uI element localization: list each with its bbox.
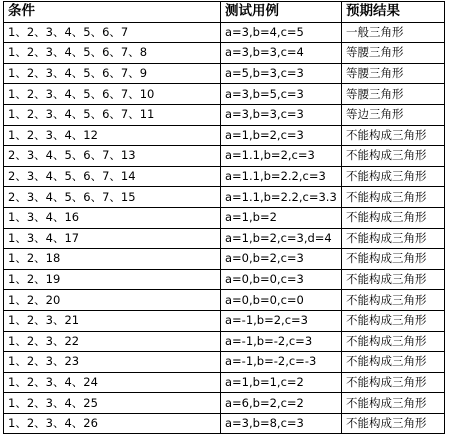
condition-cell: 1、2、3、4、24 (4, 372, 221, 393)
header-test-case: 测试用例 (221, 2, 342, 23)
table-row (4, 187, 445, 208)
test-case-cell: a=5,b=3,c=3 (221, 63, 342, 84)
condition-cell: 1、2、3、4、5、6、7、8 (4, 43, 221, 64)
test-case-cell: a=1,b=2,c=3 (221, 125, 342, 146)
condition-cell: 1、2、3、4、25 (4, 393, 221, 414)
table-row (4, 352, 445, 373)
expected-result-cell: 不能构成三角形 (342, 125, 445, 146)
expected-result-cell: 不能构成三角形 (342, 146, 445, 167)
table-body (4, 22, 445, 434)
expected-result-cell: 不能构成三角形 (342, 393, 445, 414)
test-case-cell: a=3,b=5,c=3 (221, 84, 342, 105)
table-row (4, 310, 445, 331)
condition-cell: 1、2、19 (4, 269, 221, 290)
condition-cell: 1、2、3、4、5、6、7 (4, 22, 221, 43)
expected-result-cell: 不能构成三角形 (342, 207, 445, 228)
expected-result-cell: 等腰三角形 (342, 63, 445, 84)
table-row (4, 166, 445, 187)
test-case-cell: a=1,b=1,c=2 (221, 372, 342, 393)
table-row (4, 228, 445, 249)
test-case-cell: a=0,b=2,c=3 (221, 249, 342, 270)
condition-cell: 1、3、4、17 (4, 228, 221, 249)
condition-cell: 1、2、3、4、12 (4, 125, 221, 146)
table-row (4, 146, 445, 167)
test-case-cell: a=0,b=0,c=0 (221, 290, 342, 311)
table-row (4, 372, 445, 393)
expected-result-cell: 等腰三角形 (342, 43, 445, 64)
expected-result-cell: 等腰三角形 (342, 84, 445, 105)
table-row (4, 269, 445, 290)
expected-result-cell: 不能构成三角形 (342, 372, 445, 393)
test-case-cell: a=1,b=2,c=3,d=4 (221, 228, 342, 249)
table-row (4, 22, 445, 43)
condition-cell: 1、2、18 (4, 249, 221, 270)
test-case-cell: a=-1,b=2,c=3 (221, 310, 342, 331)
expected-result-cell: 不能构成三角形 (342, 310, 445, 331)
expected-result-cell: 不能构成三角形 (342, 187, 445, 208)
test-case-cell: a=-1,b=-2,c=-3 (221, 352, 342, 373)
test-case-cell: a=6,b=2,c=2 (221, 393, 342, 414)
expected-result-cell: 不能构成三角形 (342, 352, 445, 373)
test-case-cell: a=3,b=3,c=3 (221, 104, 342, 125)
condition-cell: 1、2、3、21 (4, 310, 221, 331)
table-row (4, 104, 445, 125)
table-row (4, 207, 445, 228)
condition-cell: 2、3、4、5、6、7、15 (4, 187, 221, 208)
table-row (4, 43, 445, 64)
condition-cell: 1、3、4、16 (4, 207, 221, 228)
header-expected-result: 预期结果 (342, 2, 445, 23)
test-case-cell: a=0,b=0,c=3 (221, 269, 342, 290)
condition-cell: 1、2、3、23 (4, 352, 221, 373)
test-case-cell: a=1,b=2 (221, 207, 342, 228)
condition-cell: 1、2、3、4、5、6、7、9 (4, 63, 221, 84)
test-case-cell: a=1.1,b=2,c=3 (221, 146, 342, 167)
expected-result-cell: 等边三角形 (342, 104, 445, 125)
table-row (4, 331, 445, 352)
condition-cell: 1、2、3、4、5、6、7、11 (4, 104, 221, 125)
expected-result-cell: 不能构成三角形 (342, 331, 445, 352)
header-row (4, 2, 445, 23)
condition-cell: 2、3、4、5、6、7、13 (4, 146, 221, 167)
expected-result-cell: 不能构成三角形 (342, 249, 445, 270)
expected-result-cell: 不能构成三角形 (342, 290, 445, 311)
table-row (4, 84, 445, 105)
test-case-cell: a=1.1,b=2.2,c=3.3 (221, 187, 342, 208)
table-row (4, 393, 445, 414)
test-case-cell: a=3,b=3,c=4 (221, 43, 342, 64)
condition-cell: 1、2、3、4、26 (4, 413, 221, 434)
table-row (4, 290, 445, 311)
table-row (4, 249, 445, 270)
test-case-cell: a=-1,b=-2,c=3 (221, 331, 342, 352)
condition-cell: 1、2、3、4、5、6、7、10 (4, 84, 221, 105)
condition-cell: 2、3、4、5、6、7、14 (4, 166, 221, 187)
header-condition: 条件 (4, 2, 221, 23)
test-case-cell: a=3,b=4,c=5 (221, 22, 342, 43)
condition-cell: 1、2、20 (4, 290, 221, 311)
expected-result-cell: 不能构成三角形 (342, 269, 445, 290)
expected-result-cell: 一般三角形 (342, 22, 445, 43)
expected-result-cell: 不能构成三角形 (342, 166, 445, 187)
expected-result-cell: 不能构成三角形 (342, 413, 445, 434)
table-row (4, 125, 445, 146)
test-case-cell: a=3,b=8,c=3 (221, 413, 342, 434)
test-case-cell: a=1.1,b=2.2,c=3 (221, 166, 342, 187)
table-row (4, 63, 445, 84)
table-row (4, 413, 445, 434)
test-case-table (3, 1, 445, 434)
condition-cell: 1、2、3、22 (4, 331, 221, 352)
expected-result-cell: 不能构成三角形 (342, 228, 445, 249)
